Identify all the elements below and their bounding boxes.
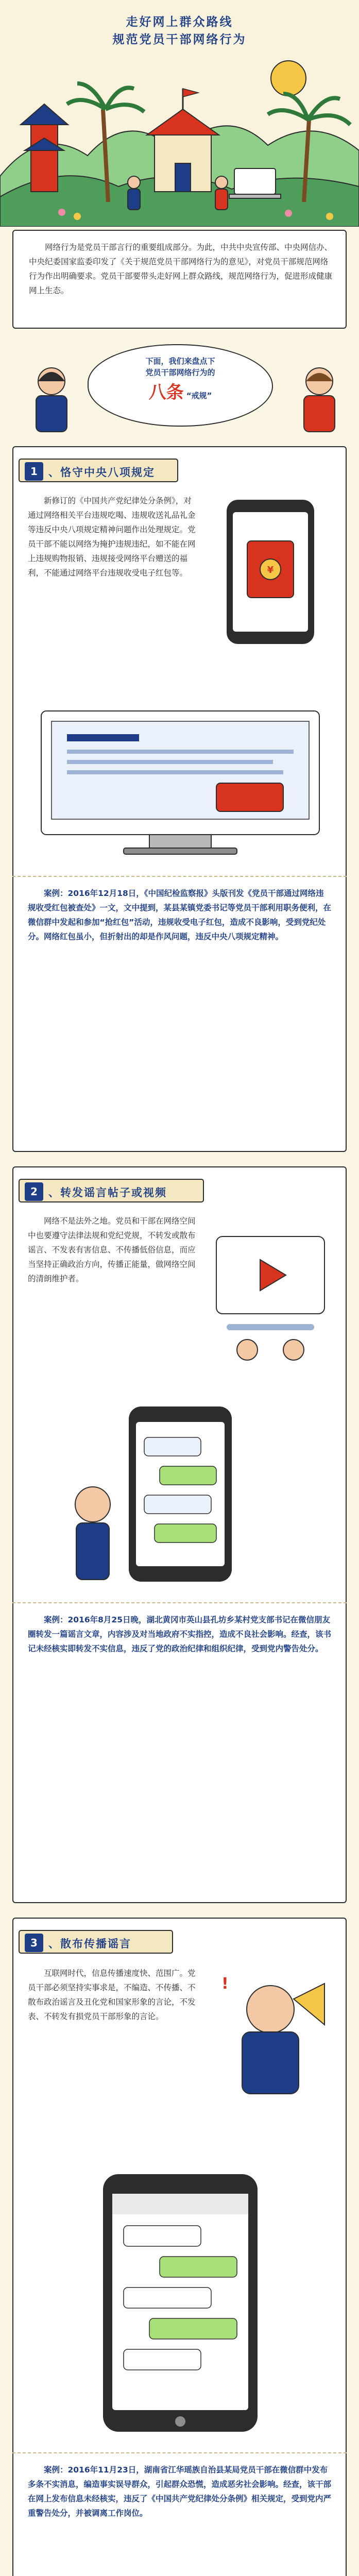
case-text: 案例：2016年12月18日，《中国纪检监察报》头版刊发《党员干部通过网络违规收受红包被查处》一文，文中提到，某县某镇党委书记等党员干部利用职务便利，在微信群中发起和参加“抢红包”活动，违规收受电子红包，造成不良影响，受到党纪处分。网络红包虽小，但折射出的却是作风问题，违反中央八项规定精神。 [28, 889, 332, 941]
rumor-megaphone-illustration [206, 1968, 335, 2112]
section-number: 3 [25, 1934, 43, 1952]
callout-line1: 下面，我们来盘点下 [145, 357, 215, 366]
section-case [28, 886, 332, 944]
section-body: 新修订的《中国共产党纪律处分条例》，对通过网络相关平台违规吃喝、违规收送礼品礼金等违反中央八项规定精神问题作出处理规定。党员干部不能以网络为掩护违规违纪，如不能在网上违规购物报销、违规接受网络平台赠送的福利，不能通过网络平台违规收受电子红包等。 [28, 496, 196, 578]
phone-chat-illustration [67, 1401, 294, 1587]
section-banner [19, 1179, 204, 1202]
article-title-line2: 规范党员干部网络行为 [112, 33, 247, 46]
section-banner [19, 459, 178, 482]
callout-bubble [88, 344, 273, 427]
section-case [28, 2463, 332, 2520]
section-divider [12, 2452, 347, 2453]
section-body: 网络不是法外之地。党员和干部在网络空间中也要遵守法律法规和党纪党规，不转发或散布谣言、不发表有害信息、不传播低俗信息，而应当坚持正确政治方向，传播正能量，做网络空间的清朗维护者。 [28, 1216, 196, 1283]
intro-paragraph: 网络行为是党员干部言行的重要组成部分。为此，中共中央宣传部、中央网信办、中央纪委国家监委印发了《关于规范党员干部网络行为的意见》，对党员干部规范网络行为作出明确要求。党员干部要带头走好网上群众路线，规范网络行为，促进形成健康网上生态。 [29, 243, 333, 295]
svg-text:¥: ¥ [267, 565, 274, 575]
section-heading: 、转发谣言帖子或视频 [48, 1187, 167, 1199]
case-text: 案例：2016年8月25日晚，湖北黄冈市英山县孔坊乡某村党支部书记在微信朋友圈转发一篇谣言文章，内容涉及对当地政府不实指控，造成不良社会影响。经查，该书记未经核实即转发不实信息，违反了党的政治纪律和组织纪律，受到党内警告处分。 [28, 1615, 332, 1653]
svg-text:!: ! [221, 1975, 229, 1993]
case-text: 案例：2016年11月23日，湖南省江华瑶族自治县某局党员干部在微信群中发布多条不实消息，编造事实误导群众，引起群众恐慌，造成恶劣社会影响。经查，该干部在网上发布信息未经核实，违反了《中国共产党纪律处分条例》相关规定，受到党内严重警告处分，并被调离工作岗位。 [28, 2465, 332, 2518]
section-divider [12, 876, 347, 877]
section-heading: 、恪守中央八项规定 [48, 466, 155, 479]
section-case [28, 1613, 332, 1656]
callout-count: 八条 [148, 382, 184, 403]
phone-red-envelope-illustration [206, 495, 335, 649]
hero-banner [0, 0, 359, 227]
article-title-line1: 走好网上群众路线 [126, 15, 233, 29]
section-heading: 、散布传播谣言 [48, 1938, 131, 1950]
video-screen-illustration [206, 1216, 335, 1370]
phone-group-chat-illustration [67, 2169, 294, 2437]
intro-card [12, 230, 347, 329]
officials-cartoon-icon [288, 361, 350, 433]
section-number: 2 [25, 1182, 43, 1201]
hero-landscape-illustration [0, 47, 359, 227]
section-body: 互联网时代，信息传播速度快、范围广。党员干部必须坚持实事求是，不编造、不传播、不散布政治谣言及丑化党和国家形象的言论，不发表、不转发有损党员干部形象的言论。 [28, 1969, 196, 2021]
callout-line3: “戒规” [186, 391, 212, 400]
officials-cartoon-icon [21, 361, 82, 433]
section-divider [12, 1602, 347, 1603]
section-number: 1 [25, 462, 43, 481]
section-banner [19, 1930, 173, 1954]
computer-screen-illustration [31, 706, 330, 860]
callout-line2: 党员干部网络行为的 [145, 368, 215, 377]
